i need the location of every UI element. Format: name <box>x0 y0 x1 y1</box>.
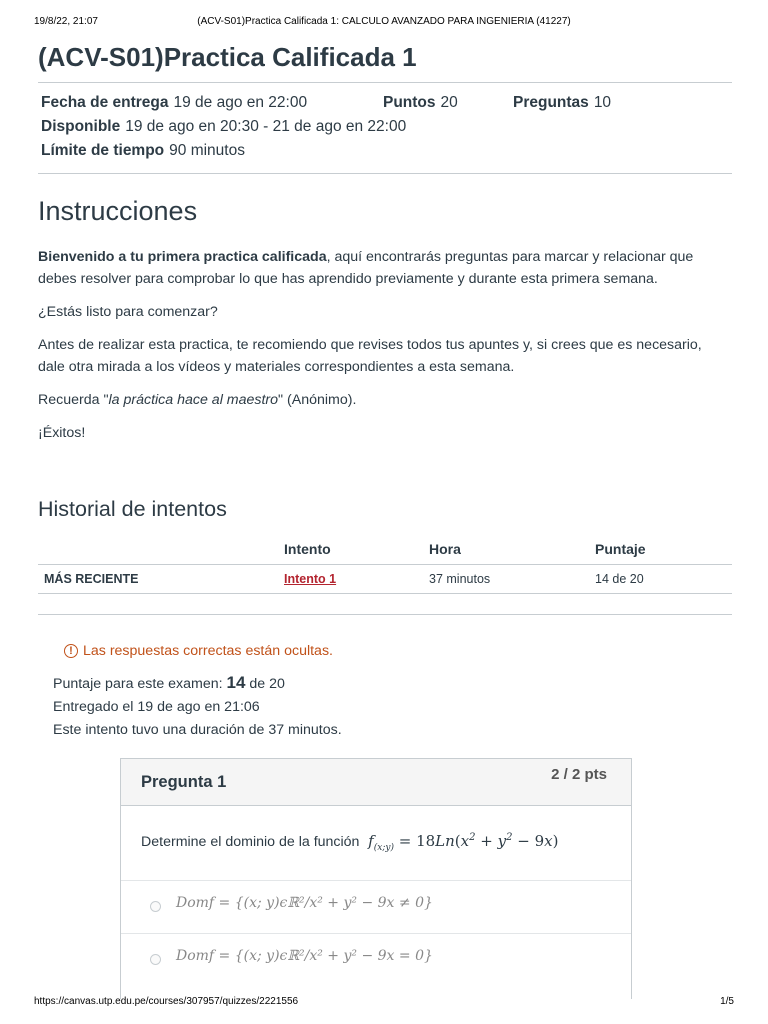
column-header-time: Hora <box>423 534 589 565</box>
score-prefix: Puntaje para este examen: <box>53 676 227 692</box>
attempt-time: 37 minutos <box>423 565 589 594</box>
attempt-history-table <box>38 534 732 594</box>
quiz-page <box>38 38 732 999</box>
print-page-number: 1/5 <box>720 996 734 1007</box>
details-row-2 <box>41 115 732 139</box>
attempt-score: 14 de 20 <box>589 565 732 594</box>
table-row <box>38 565 732 594</box>
score-value: 14 <box>226 673 246 692</box>
instructions-paragraph-2: ¿Estás listo para comenzar? <box>38 304 218 320</box>
page-title: (ACV-S01)Practica Calificada 1 <box>38 38 732 83</box>
warning-circle-icon: ! <box>64 644 78 658</box>
time-limit-label: Límite de tiempo <box>41 142 165 159</box>
quote-text: la práctica hace al maestro <box>108 392 279 408</box>
print-timestamp: 19/8/22, 21:07 <box>34 16 98 27</box>
available-label: Disponible <box>41 118 121 135</box>
question-1-card <box>120 758 632 999</box>
function-formula: $f_{(x;y)} = 18Ln(x^2 + y^2 - 9x)$ <box>363 832 559 853</box>
question-title: Pregunta 1 <box>141 773 227 791</box>
column-header-score: Puntaje <box>589 534 732 565</box>
questions-label: Preguntas <box>513 94 589 111</box>
divider <box>38 614 732 615</box>
instructions-paragraph-4 <box>38 389 732 411</box>
available-value: 19 de ago en 20:30 - 21 de ago en 22:00 <box>125 118 407 135</box>
column-header-blank <box>38 534 278 565</box>
question-prompt <box>141 826 611 860</box>
question-header <box>121 759 631 806</box>
details-row-1 <box>41 91 732 115</box>
score-line <box>53 671 732 696</box>
print-document-title: (ACV-S01)Practica Calificada 1: CALCULO AVANZADO PARA INGENIERIA (41227) <box>197 16 571 27</box>
quote-prefix: Recuerda " <box>38 392 109 408</box>
attempt-1-link[interactable]: Intento 1 <box>284 572 337 586</box>
instructions-paragraph-5: ¡Éxitos! <box>38 425 86 441</box>
details-row-3 <box>41 139 732 163</box>
quote-suffix: " (Anónimo). <box>278 392 357 408</box>
welcome-text: , aquí encontrarás preguntas para marcar y relacionar que debes resolver para comprobar lo que has aprendido previamente y durante esta primera semana. <box>38 249 694 287</box>
points-label: Puntos <box>383 94 436 111</box>
instructions-title: Instrucciones <box>38 196 198 226</box>
question-body <box>121 806 631 860</box>
print-header <box>34 16 734 30</box>
answer-text-1: Domf = {(x; y)ϵℝ²/x² + y² − 9x ≠ 0} <box>176 895 433 911</box>
print-url: https://canvas.utp.edu.pe/courses/307957/quizzes/2221556 <box>34 996 299 1007</box>
question-points: 2 / 2 pts <box>551 766 607 783</box>
history-title: Historial de intentos <box>38 497 227 521</box>
score-summary <box>53 671 732 742</box>
questions-value: 10 <box>593 94 612 111</box>
time-limit-value: 90 minutos <box>169 142 245 159</box>
answers-hidden-text: Las respuestas correctas están ocultas. <box>83 643 333 659</box>
instructions-paragraph-3: Antes de realizar esta practica, te recomiendo que revises todos tus apuntes y, si crees que es necesario, dale otra mirada a los vídeos y materiales correspondientes a esta semana. <box>38 337 702 375</box>
answer-option-2[interactable] <box>121 933 631 986</box>
score-suffix: de 20 <box>245 676 285 692</box>
column-header-attempt: Intento <box>278 534 423 565</box>
radio-button-icon[interactable] <box>150 954 161 965</box>
attempt-row-label: MÁS RECIENTE <box>38 565 278 594</box>
duration-line: Este intento tuvo una duración de 37 minutos. <box>53 722 342 738</box>
points-value: 20 <box>440 94 458 111</box>
welcome-bold-text: Bienvenido a tu primera practica calificada <box>38 249 327 265</box>
print-footer <box>34 996 734 1010</box>
quiz-details <box>38 83 732 174</box>
question-prompt-text: Determine el dominio de la función <box>141 834 360 850</box>
table-header-row <box>38 534 732 565</box>
answer-option-1[interactable] <box>121 880 631 933</box>
radio-button-icon[interactable] <box>150 901 161 912</box>
answers-hidden-notice <box>64 641 732 661</box>
answer-text-2: Domf = {(x; y)ϵℝ²/x² + y² − 9x = 0} <box>176 948 433 964</box>
attempt-cell <box>278 565 423 594</box>
due-label: Fecha de entrega <box>41 94 169 111</box>
instructions-body <box>38 246 732 444</box>
submitted-line: Entregado el 19 de ago en 21:06 <box>53 699 260 715</box>
instructions-paragraph-1 <box>38 246 732 290</box>
due-value: 19 de ago en 22:00 <box>173 94 308 111</box>
